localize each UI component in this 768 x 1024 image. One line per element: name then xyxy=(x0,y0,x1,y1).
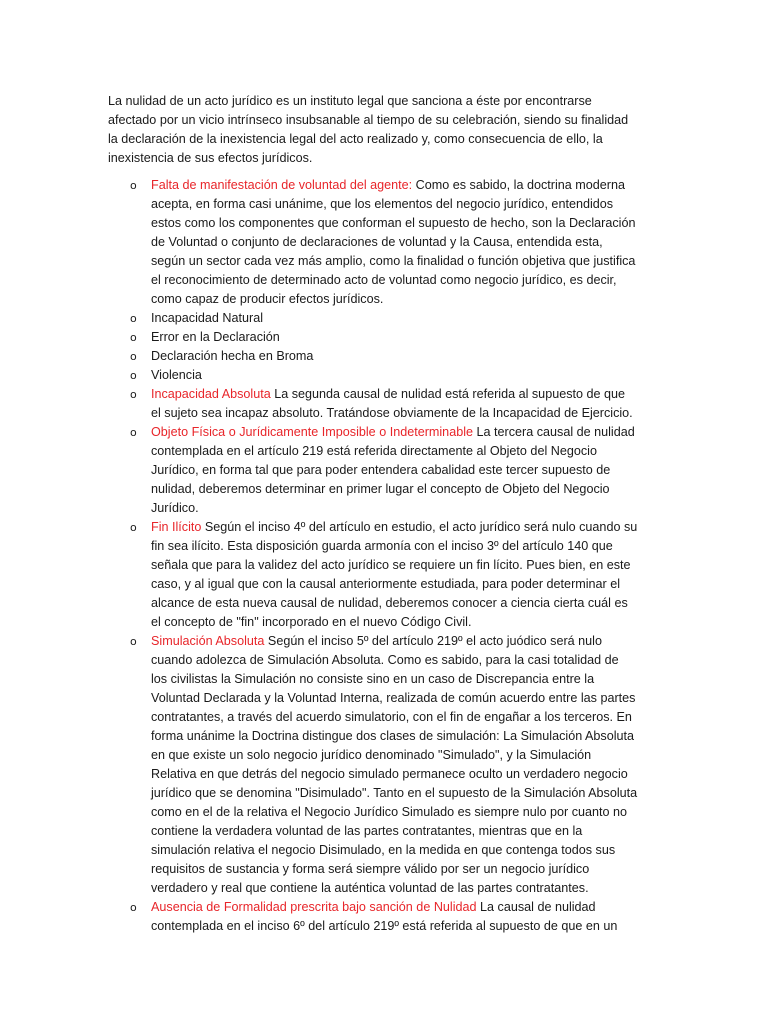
list-item xyxy=(108,176,638,309)
list-item xyxy=(108,328,638,347)
item-text: Error en la Declaración xyxy=(151,330,280,344)
bullet-icon: o xyxy=(130,388,137,401)
list-item xyxy=(108,898,638,936)
item-term: Fin Ilícito xyxy=(151,520,202,534)
list-item xyxy=(108,518,638,632)
item-text: Según el inciso 4º del artículo en estudio, el acto jurídico será nulo cuando su fin sea ilícito. Esta disposición guarda armonía con el inciso 3º del artículo 140 que señala que para la validez del acto jurídico se requiere un fin lícito. Pues bien, en este caso, y al igual que con la causal anteriormente estudiada, para poder determinar el alcance de esta nueva causal de nulidad, deberemos conocer a ciencia cierta cuál es el concepto de "fin" incorporado en el nuevo Código Civil. xyxy=(151,520,638,629)
bullet-icon: o xyxy=(130,331,137,344)
list-item xyxy=(108,423,638,518)
item-text: La causal de nulidad contemplada en el inciso 6º del artículo 219º está referida al supuesto de que en un xyxy=(151,900,618,933)
item-text: Incapacidad Natural xyxy=(151,311,264,325)
item-text: Violencia xyxy=(151,368,202,382)
item-term: Ausencia de Formalidad prescrita bajo sanción de Nulidad xyxy=(151,900,477,914)
item-text: La tercera causal de nulidad contemplada en el artículo 219 está referida directamente al Objeto del Negocio Jurídico, en forma tal que para poder entendera cabalidad este tercer supuesto de nulidad, deberemos determinar en primer lugar el concepto de Objeto del Negocio Jurídico. xyxy=(151,425,635,515)
item-term: Incapacidad Absoluta xyxy=(151,387,271,401)
bullet-icon: o xyxy=(130,521,137,534)
list-item xyxy=(108,309,638,328)
bullet-icon: o xyxy=(130,179,137,192)
item-text: Como es sabido, la doctrina moderna acepta, en forma casi unánime, que los elementos del negocio jurídico, entendidos estos como los componentes que conforman el supuesto de hecho, son la Declaración de Voluntad o conjunto de declaraciones de voluntad y la Causa, entendida esta, según un sector cada vez más amplio, como la finalidad o función objetiva que justifica el reconocimiento de determinado acto de voluntad como negocio jurídico, es decir, como capaz de producir efectos jurídicos. xyxy=(151,178,636,306)
list-item xyxy=(108,385,638,423)
item-text: La segunda causal de nulidad está referida al supuesto de que el sujeto sea incapaz absoluto. Tratándose obviamente de la Incapacidad de Ejercicio. xyxy=(151,387,633,420)
bullet-icon: o xyxy=(130,369,137,382)
item-text: Declaración hecha en Broma xyxy=(151,349,314,363)
list-item xyxy=(108,632,638,898)
document-page xyxy=(108,92,638,936)
item-text: Según el inciso 5º del artículo 219º el acto juódico será nulo cuando adolezca de Simulación Absoluta. Como es sabido, para la casi totalidad de los civilistas la Simulación no consiste sino en un caso de Discrepancia entre la Voluntad Declarada y la Voluntad Interna, realizada de común acuerdo entre las partes contratantes, a través del acuerdo simulatorio, con el fin de engañar a los terceros. En forma unánime la Doctrina distingue dos clases de simulación: La Simulación Absoluta en que existe un solo negocio jurídico denominado "Simulado", y la Simulación Relativa en que detrás del negocio simulado permanece oculto un verdadero negocio jurídico que se denomina "Disimulado". Tanto en el supuesto de la Simulación Absoluta como en el de la relativa el Negocio Jurídico Simulado es siempre nulo por cuanto no contiene la verdadera voluntad de las partes contratantes, mientras que en la simulación relativa el negocio Disimulado, en la medida en que contenga todos sus requisitos de sustancia y forma será siempre válido por ser un negocio jurídico verdadero y real que contiene la auténtica voluntad de las partes contratantes. xyxy=(151,634,638,895)
item-term: Objeto Física o Jurídicamente Imposible o Indeterminable xyxy=(151,425,474,439)
list-item xyxy=(108,347,638,366)
item-term: Simulación Absoluta xyxy=(151,634,265,648)
bullet-icon: o xyxy=(130,635,137,648)
bullet-icon: o xyxy=(130,426,137,439)
bullet-icon: o xyxy=(130,901,137,914)
bullet-icon: o xyxy=(130,312,137,325)
intro-paragraph: La nulidad de un acto jurídico es un instituto legal que sanciona a éste por encontrarse afectado por un vicio intrínseco insubsanable al tiempo de su celebración, siendo su finalidad la declaración de la inexistencia legal del acto realizado y, como consecuencia de ello, la inexistencia de sus efectos jurídicos. xyxy=(108,94,629,165)
bullet-icon: o xyxy=(130,350,137,363)
item-term: Falta de manifestación de voluntad del agente: xyxy=(151,178,413,192)
list-item xyxy=(108,366,638,385)
nullity-causes-list xyxy=(108,176,638,936)
